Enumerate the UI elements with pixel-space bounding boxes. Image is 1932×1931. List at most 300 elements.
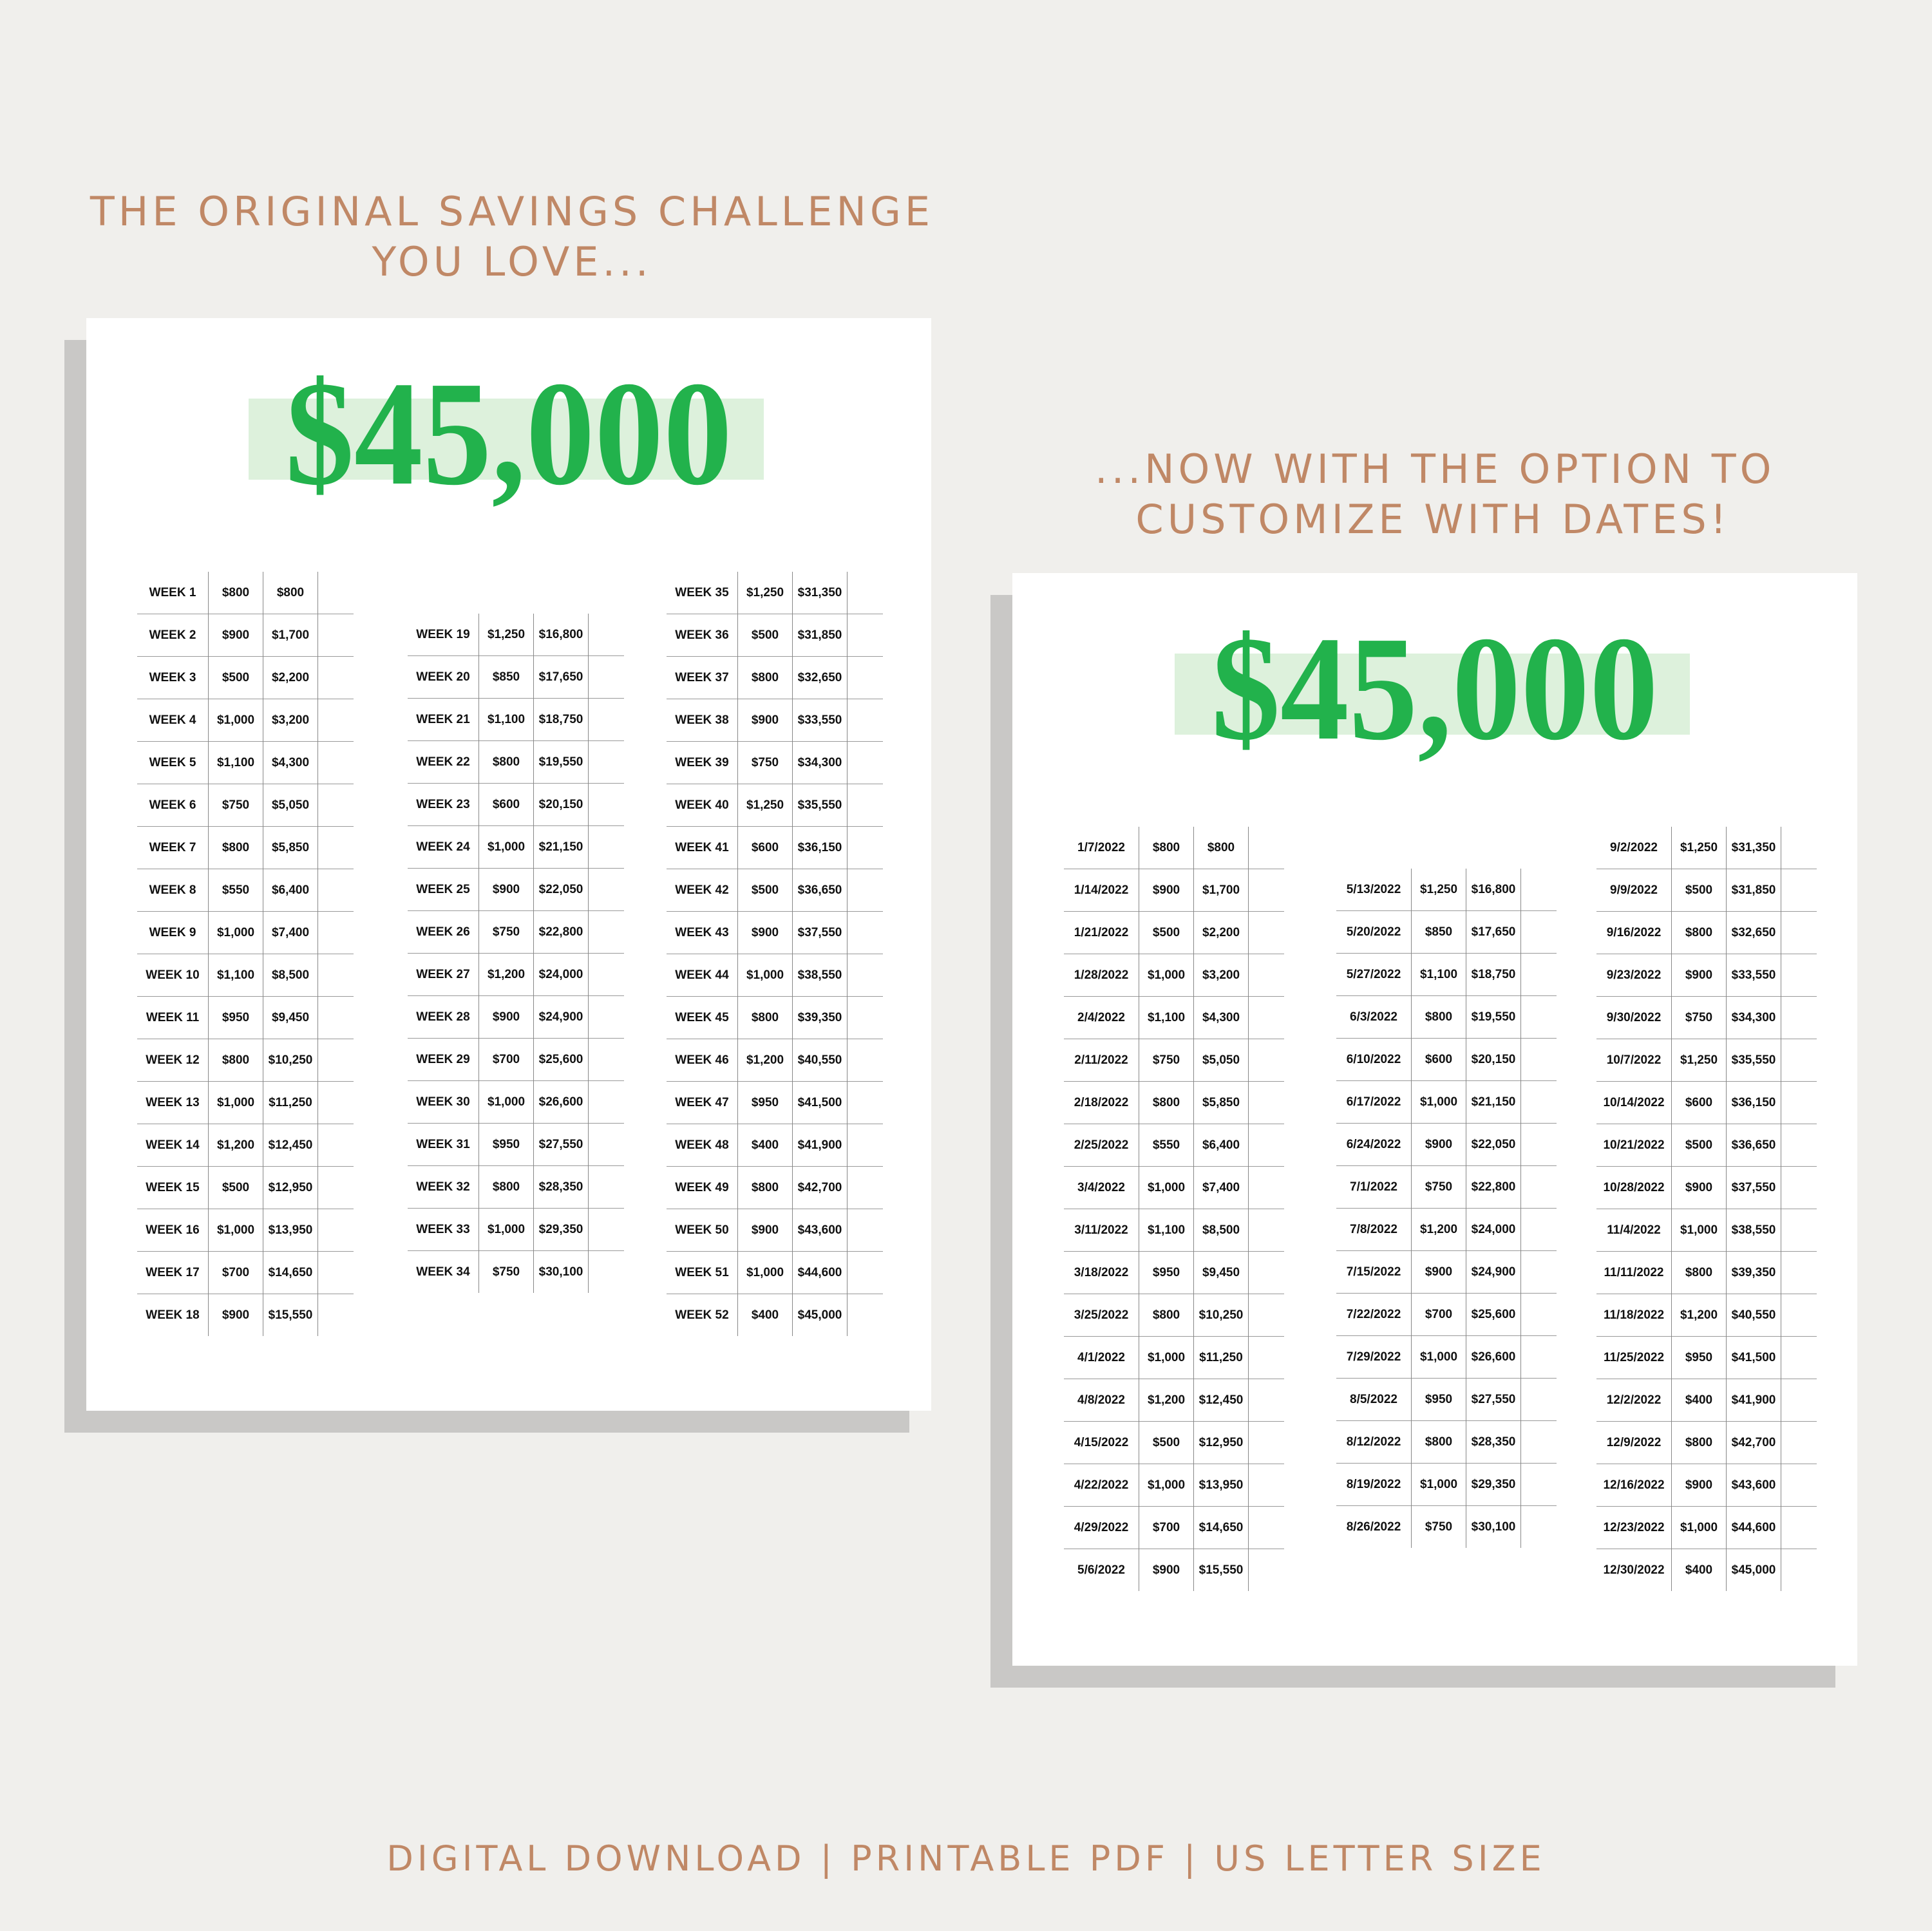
- deposit-cell: $750: [1412, 1506, 1466, 1549]
- checkbox-cell: [589, 1039, 625, 1081]
- table-row: [137, 1252, 354, 1294]
- period-cell: 1/14/2022: [1064, 869, 1139, 912]
- total-cell: $44,600: [1727, 1507, 1781, 1549]
- checkbox-cell: [848, 1082, 884, 1124]
- deposit-cell: $850: [1412, 911, 1466, 954]
- total-cell: $24,900: [1466, 1251, 1521, 1294]
- total-cell: $22,050: [534, 869, 589, 911]
- checkbox-cell: [589, 614, 625, 656]
- table-row: [408, 614, 624, 656]
- period-cell: 2/4/2022: [1064, 997, 1139, 1039]
- table-row: [1596, 1507, 1817, 1549]
- table-row: [1336, 1421, 1557, 1464]
- deposit-cell: $800: [738, 997, 793, 1039]
- table-row: [1064, 1294, 1284, 1337]
- checkbox-cell: [318, 1167, 354, 1209]
- deposit-cell: $1,000: [479, 826, 534, 869]
- total-cell: $33,550: [793, 699, 848, 742]
- period-cell: WEEK 22: [408, 741, 479, 784]
- period-cell: 10/14/2022: [1596, 1082, 1672, 1124]
- total-cell: $7,400: [263, 912, 318, 954]
- table-row: [1064, 1422, 1284, 1464]
- total-cell: $43,600: [793, 1209, 848, 1252]
- total-cell: $36,150: [793, 827, 848, 869]
- deposit-cell: $1,000: [209, 912, 263, 954]
- table-row: [1064, 1507, 1284, 1549]
- total-cell: $18,750: [1466, 954, 1521, 996]
- total-cell: $14,650: [1194, 1507, 1249, 1549]
- checkbox-cell: [848, 1209, 884, 1252]
- table-row: [1064, 1167, 1284, 1209]
- table-row: [1064, 1337, 1284, 1379]
- deposit-cell: $500: [1139, 1422, 1194, 1464]
- total-cell: $25,600: [534, 1039, 589, 1081]
- table-row: [1064, 1124, 1284, 1167]
- deposit-cell: $400: [738, 1124, 793, 1167]
- sheet-title: $45,000: [1211, 606, 1658, 771]
- table-row: [408, 1251, 624, 1294]
- period-cell: WEEK 38: [667, 699, 738, 742]
- checkbox-cell: [318, 1252, 354, 1294]
- period-cell: WEEK 45: [667, 997, 738, 1039]
- table-row: [1336, 869, 1557, 911]
- table-row: [137, 572, 354, 614]
- table-row: [1336, 1379, 1557, 1421]
- total-cell: $41,500: [1727, 1337, 1781, 1379]
- savings-table: [408, 614, 624, 1293]
- total-cell: $20,150: [534, 784, 589, 826]
- checkbox-cell: [589, 911, 625, 954]
- total-cell: $41,900: [793, 1124, 848, 1167]
- table-row: [137, 742, 354, 784]
- table-row: [137, 657, 354, 699]
- period-cell: WEEK 3: [137, 657, 209, 699]
- deposit-cell: $1,100: [209, 742, 263, 784]
- table-row: [1064, 1549, 1284, 1592]
- table-row: [1064, 912, 1284, 954]
- total-cell: $13,950: [1194, 1464, 1249, 1507]
- period-cell: WEEK 13: [137, 1082, 209, 1124]
- checkbox-cell: [848, 869, 884, 912]
- period-cell: 11/25/2022: [1596, 1337, 1672, 1379]
- table-row: [408, 826, 624, 869]
- deposit-cell: $700: [479, 1039, 534, 1081]
- period-cell: 5/13/2022: [1346, 882, 1401, 896]
- period-cell: WEEK 23: [408, 784, 479, 826]
- total-cell: $10,250: [263, 1039, 318, 1082]
- deposit-cell: $550: [1139, 1124, 1194, 1167]
- checkbox-cell: [1781, 1209, 1817, 1252]
- table-row: [1064, 827, 1284, 869]
- deposit-cell: $400: [738, 1294, 793, 1337]
- deposit-cell: $800: [1412, 996, 1466, 1039]
- period-cell: 11/4/2022: [1596, 1209, 1672, 1252]
- table-row: [408, 911, 624, 954]
- deposit-cell: $750: [1672, 997, 1727, 1039]
- table-row: [137, 869, 354, 912]
- checkbox-cell: [1781, 1422, 1817, 1464]
- period-cell: WEEK 20: [408, 656, 479, 699]
- deposit-cell: $950: [1139, 1252, 1194, 1294]
- table-row: [1336, 1209, 1557, 1251]
- total-cell: $24,900: [534, 996, 589, 1039]
- total-cell: $5,850: [263, 827, 318, 869]
- deposit-cell: $750: [479, 911, 534, 954]
- total-cell: $9,450: [263, 997, 318, 1039]
- period-cell: 9/23/2022: [1596, 954, 1672, 997]
- savings-table: [1596, 827, 1817, 1591]
- period-cell: 9/16/2022: [1596, 912, 1672, 954]
- total-cell: $35,550: [793, 784, 848, 827]
- period-cell: WEEK 39: [667, 742, 738, 784]
- checkbox-cell: [589, 1124, 625, 1166]
- total-cell: $8,500: [263, 954, 318, 997]
- total-cell: $12,450: [263, 1124, 318, 1167]
- checkbox-cell: [848, 827, 884, 869]
- table-row: [1336, 1124, 1557, 1166]
- period-cell: 1/7/2022: [1077, 840, 1125, 854]
- deposit-cell: $750: [209, 784, 263, 827]
- period-cell: WEEK 1: [149, 585, 196, 599]
- period-cell: WEEK 7: [137, 827, 209, 869]
- deposit-cell: $1,100: [479, 699, 534, 741]
- period-cell: WEEK 33: [408, 1209, 479, 1251]
- total-cell: $40,550: [793, 1039, 848, 1082]
- period-cell: WEEK 8: [137, 869, 209, 912]
- checkbox-cell: [318, 1082, 354, 1124]
- table-row: [1596, 1337, 1817, 1379]
- deposit-cell: $950: [738, 1082, 793, 1124]
- total-cell: $32,650: [793, 657, 848, 699]
- table-row: [1336, 1294, 1557, 1336]
- checkbox-cell: [1249, 869, 1285, 912]
- checkbox-cell: [589, 656, 625, 699]
- checkbox-cell: [589, 741, 625, 784]
- checkbox-cell: [318, 869, 354, 912]
- total-cell: $2,200: [263, 657, 318, 699]
- total-cell: $24,000: [1466, 1209, 1521, 1251]
- total-cell: $3,200: [263, 699, 318, 742]
- checkbox-cell: [848, 1167, 884, 1209]
- deposit-cell: $750: [479, 1251, 534, 1294]
- deposit-cell: $1,100: [209, 954, 263, 997]
- period-cell: 3/4/2022: [1064, 1167, 1139, 1209]
- deposit-cell: $1,000: [738, 954, 793, 997]
- table-row: [408, 1166, 624, 1209]
- period-cell: 2/11/2022: [1064, 1039, 1139, 1082]
- period-cell: WEEK 11: [137, 997, 209, 1039]
- table-row: [137, 1082, 354, 1124]
- deposit-cell: $800: [479, 1166, 534, 1209]
- deposit-cell: $500: [738, 614, 793, 657]
- deposit-cell: $800: [1139, 1294, 1194, 1337]
- total-cell: $17,650: [534, 656, 589, 699]
- checkbox-cell: [1249, 954, 1285, 997]
- deposit-cell: $1,000: [209, 1082, 263, 1124]
- total-cell: $18,750: [534, 699, 589, 741]
- total-cell: $28,350: [1466, 1421, 1521, 1464]
- total-cell: $44,600: [793, 1252, 848, 1294]
- table-row: [667, 742, 883, 784]
- total-cell: $800: [1194, 827, 1249, 869]
- deposit-cell: $900: [209, 614, 263, 657]
- period-cell: 12/23/2022: [1596, 1507, 1672, 1549]
- sheet-title: $45,000: [285, 351, 732, 516]
- total-cell: $1,700: [1194, 869, 1249, 912]
- total-cell: $30,100: [1466, 1506, 1521, 1549]
- checkbox-cell: [848, 784, 884, 827]
- table-row: [408, 741, 624, 784]
- table-row: [667, 1082, 883, 1124]
- total-cell: $10,250: [1194, 1294, 1249, 1337]
- period-cell: 6/24/2022: [1336, 1124, 1412, 1166]
- total-cell: $16,800: [1466, 869, 1521, 911]
- table-row: [137, 614, 354, 657]
- table-row: [1596, 997, 1817, 1039]
- table-row: [1596, 912, 1817, 954]
- period-cell: WEEK 18: [137, 1294, 209, 1337]
- table-row: [667, 1252, 883, 1294]
- deposit-cell: $1,000: [1672, 1209, 1727, 1252]
- table-row: [1336, 996, 1557, 1039]
- table-row: [1596, 1167, 1817, 1209]
- period-cell: 12/9/2022: [1596, 1422, 1672, 1464]
- checkbox-cell: [318, 699, 354, 742]
- checkbox-cell: [1521, 1209, 1557, 1251]
- table-row: [137, 912, 354, 954]
- heading-line: ...NOW WITH THE OPTION TO: [1095, 446, 1776, 493]
- period-cell: 5/27/2022: [1336, 954, 1412, 996]
- total-cell: $33,550: [1727, 954, 1781, 997]
- period-cell: 2/18/2022: [1064, 1082, 1139, 1124]
- period-cell: WEEK 47: [667, 1082, 738, 1124]
- total-cell: $8,500: [1194, 1209, 1249, 1252]
- table-row: [1064, 954, 1284, 997]
- period-cell: 3/25/2022: [1064, 1294, 1139, 1337]
- table-row: [667, 1039, 883, 1082]
- table-row: [1596, 1294, 1817, 1337]
- table-row: [137, 1039, 354, 1082]
- total-cell: $26,600: [1466, 1336, 1521, 1379]
- checkbox-cell: [1249, 997, 1285, 1039]
- deposit-cell: $500: [1672, 1124, 1727, 1167]
- total-cell: $22,800: [1466, 1166, 1521, 1209]
- total-cell: $9,450: [1194, 1252, 1249, 1294]
- total-cell: $45,000: [793, 1294, 848, 1337]
- deposit-cell: $1,250: [738, 572, 793, 614]
- deposit-cell: $900: [479, 869, 534, 911]
- checkbox-cell: [1781, 1167, 1817, 1209]
- deposit-cell: $950: [209, 997, 263, 1039]
- total-cell: $21,150: [534, 826, 589, 869]
- total-cell: $1,700: [263, 614, 318, 657]
- deposit-cell: $900: [1139, 869, 1194, 912]
- checkbox-cell: [589, 1251, 625, 1294]
- total-cell: $27,550: [534, 1124, 589, 1166]
- period-cell: WEEK 10: [137, 954, 209, 997]
- total-cell: $7,400: [1194, 1167, 1249, 1209]
- deposit-cell: $900: [1672, 1464, 1727, 1507]
- footer-text: DIGITAL DOWNLOAD | PRINTABLE PDF | US LETTER SIZE: [386, 1838, 1546, 1879]
- deposit-cell: $1,000: [1139, 1337, 1194, 1379]
- weekly-savings-sheet: [86, 318, 931, 1411]
- period-cell: 4/29/2022: [1064, 1507, 1139, 1549]
- table-row: [667, 1167, 883, 1209]
- table-row: [137, 1294, 354, 1337]
- checkbox-cell: [1521, 1166, 1557, 1209]
- checkbox-cell: [1781, 997, 1817, 1039]
- deposit-cell: $750: [1139, 1039, 1194, 1082]
- table-row: [1336, 1464, 1557, 1506]
- total-cell: $3,200: [1194, 954, 1249, 997]
- checkbox-cell: [848, 954, 884, 997]
- deposit-cell: $800: [209, 1039, 263, 1082]
- table-row: [1064, 1082, 1284, 1124]
- table-row: [1596, 1422, 1817, 1464]
- period-cell: 9/2/2022: [1610, 840, 1658, 854]
- period-cell: WEEK 16: [137, 1209, 209, 1252]
- period-cell: 2/25/2022: [1064, 1124, 1139, 1167]
- table-row: [1336, 1039, 1557, 1081]
- table-row: [1596, 1379, 1817, 1422]
- period-cell: 12/16/2022: [1596, 1464, 1672, 1507]
- checkbox-cell: [1781, 1337, 1817, 1379]
- period-cell: 7/15/2022: [1336, 1251, 1412, 1294]
- deposit-cell: $1,000: [1139, 1167, 1194, 1209]
- total-cell: $43,600: [1727, 1464, 1781, 1507]
- table-row: [1336, 1336, 1557, 1379]
- total-cell: $17,650: [1466, 911, 1521, 954]
- checkbox-cell: [848, 614, 884, 657]
- checkbox-cell: [1521, 996, 1557, 1039]
- table-row: [1596, 1124, 1817, 1167]
- period-cell: WEEK 9: [137, 912, 209, 954]
- deposit-cell: $600: [1412, 1039, 1466, 1081]
- checkbox-cell: [589, 826, 625, 869]
- total-cell: $36,650: [1727, 1124, 1781, 1167]
- table-row: [667, 699, 883, 742]
- period-cell: WEEK 50: [667, 1209, 738, 1252]
- period-cell: WEEK 5: [137, 742, 209, 784]
- total-cell: $41,900: [1727, 1379, 1781, 1422]
- savings-table: [137, 572, 354, 1336]
- period-cell: WEEK 19: [416, 627, 470, 641]
- deposit-cell: $500: [1672, 869, 1727, 912]
- total-cell: $42,700: [1727, 1422, 1781, 1464]
- total-cell: $37,550: [793, 912, 848, 954]
- total-cell: $11,250: [263, 1082, 318, 1124]
- deposit-cell: $1,200: [209, 1124, 263, 1167]
- table-row: [137, 1209, 354, 1252]
- table-row: [1336, 1166, 1557, 1209]
- deposit-cell: $950: [479, 1124, 534, 1166]
- period-cell: WEEK 31: [408, 1124, 479, 1166]
- checkbox-cell: [589, 1166, 625, 1209]
- table-row: [408, 1124, 624, 1166]
- table-row: [1596, 1252, 1817, 1294]
- total-cell: $29,350: [534, 1209, 589, 1251]
- checkbox-cell: [318, 572, 354, 614]
- period-cell: WEEK 2: [137, 614, 209, 657]
- deposit-cell: $900: [1139, 1549, 1194, 1592]
- period-cell: 5/6/2022: [1064, 1549, 1139, 1592]
- total-cell: $39,350: [1727, 1252, 1781, 1294]
- period-cell: WEEK 6: [137, 784, 209, 827]
- deposit-cell: $900: [209, 1294, 263, 1337]
- period-cell: 4/1/2022: [1064, 1337, 1139, 1379]
- period-cell: 4/8/2022: [1064, 1379, 1139, 1422]
- period-cell: 5/20/2022: [1336, 911, 1412, 954]
- deposit-cell: $900: [1412, 1251, 1466, 1294]
- period-cell: 7/1/2022: [1336, 1166, 1412, 1209]
- checkbox-cell: [318, 614, 354, 657]
- checkbox-cell: [1521, 954, 1557, 996]
- period-cell: WEEK 52: [667, 1294, 738, 1337]
- table-row: [1336, 1081, 1557, 1124]
- period-cell: WEEK 32: [408, 1166, 479, 1209]
- table-row: [1336, 911, 1557, 954]
- checkbox-cell: [589, 1209, 625, 1251]
- checkbox-cell: [848, 912, 884, 954]
- table-row: [667, 1124, 883, 1167]
- deposit-cell: $800: [1412, 1421, 1466, 1464]
- table-row: [667, 784, 883, 827]
- checkbox-cell: [318, 1209, 354, 1252]
- period-cell: 3/18/2022: [1064, 1252, 1139, 1294]
- deposit-cell: $1,100: [1139, 1209, 1194, 1252]
- total-cell: $16,800: [534, 614, 589, 656]
- total-cell: $31,350: [1727, 827, 1781, 869]
- checkbox-cell: [318, 997, 354, 1039]
- checkbox-cell: [848, 997, 884, 1039]
- table-row: [667, 827, 883, 869]
- checkbox-cell: [1781, 1294, 1817, 1337]
- deposit-cell: $1,200: [1672, 1294, 1727, 1337]
- deposit-cell: $1,200: [1412, 1209, 1466, 1251]
- period-cell: 4/22/2022: [1064, 1464, 1139, 1507]
- table-row: [137, 699, 354, 742]
- deposit-cell: $1,200: [738, 1039, 793, 1082]
- checkbox-cell: [589, 784, 625, 826]
- checkbox-cell: [848, 657, 884, 699]
- table-row: [408, 699, 624, 741]
- checkbox-cell: [318, 1124, 354, 1167]
- deposit-cell: $1,000: [479, 1081, 534, 1124]
- table-row: [1064, 1252, 1284, 1294]
- checkbox-cell: [1521, 1081, 1557, 1124]
- total-cell: $31,850: [793, 614, 848, 657]
- checkbox-cell: [1521, 1506, 1557, 1549]
- deposit-cell: $950: [1412, 1379, 1466, 1421]
- checkbox-cell: [1781, 1507, 1817, 1549]
- table-row: [408, 1209, 624, 1251]
- table-row: [667, 997, 883, 1039]
- table-row: [137, 827, 354, 869]
- total-cell: $5,050: [263, 784, 318, 827]
- deposit-cell: $900: [1672, 1167, 1727, 1209]
- period-cell: 7/22/2022: [1336, 1294, 1412, 1336]
- period-cell: WEEK 21: [408, 699, 479, 741]
- period-cell: 10/7/2022: [1596, 1039, 1672, 1082]
- total-cell: $29,350: [1466, 1464, 1521, 1506]
- checkbox-cell: [1781, 1252, 1817, 1294]
- total-cell: $31,350: [793, 572, 848, 614]
- table-row: [667, 657, 883, 699]
- savings-table: [1064, 827, 1284, 1591]
- deposit-cell: $600: [479, 784, 534, 826]
- period-cell: WEEK 43: [667, 912, 738, 954]
- checkbox-cell: [1249, 1082, 1285, 1124]
